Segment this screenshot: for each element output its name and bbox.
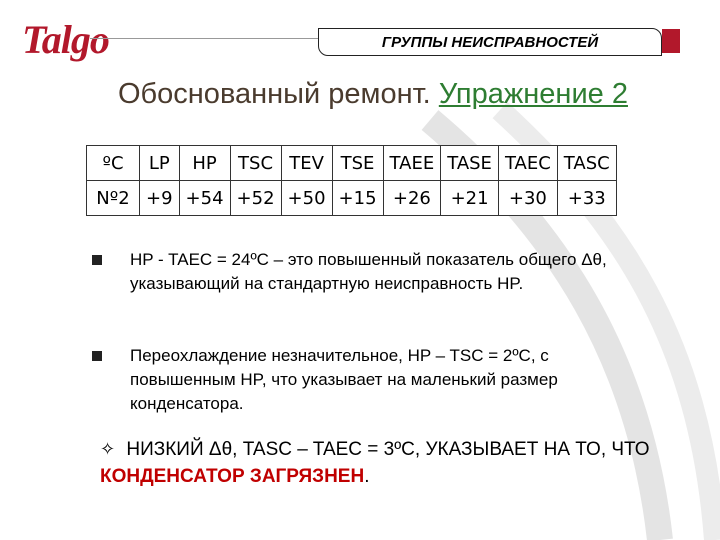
table-cell: +52 — [230, 181, 281, 216]
header-rule — [90, 38, 318, 39]
slide-title — [118, 78, 628, 111]
table-cell: +21 — [441, 181, 499, 216]
star-bullet-icon: ✧ — [100, 439, 116, 459]
table-cell: +54 — [179, 181, 230, 216]
conclusion-item — [100, 436, 660, 490]
table-cell: TAEC — [498, 146, 557, 181]
table-cell: TEV — [281, 146, 332, 181]
header-accent — [662, 29, 680, 53]
table-cell: +33 — [557, 181, 616, 216]
bullet-text: HP - TAEC = 24ºC – это повышенный показатель общего Δθ, указывающий на стандартную неисправность HP. — [130, 250, 607, 293]
bullet-text: Переохлаждение незначительное, HP – TSC = 2ºC, с повышенным HP, что указывает на маленький размер конденсатора. — [130, 346, 558, 413]
table-cell: LP — [140, 146, 180, 181]
table-cell: TASE — [441, 146, 499, 181]
square-bullet-icon — [92, 351, 102, 361]
talgo-logo: Talgo — [22, 17, 109, 62]
table-cell: +9 — [140, 181, 180, 216]
bullet-item — [92, 344, 558, 413]
table-cell: TASC — [557, 146, 616, 181]
header-banner: ГРУППЫ НЕИСПРАВНОСТЕЙ — [318, 28, 662, 56]
table-cell: ºC — [87, 146, 140, 181]
table-cell: TAEE — [383, 146, 441, 181]
table-cell: Nº2 — [87, 181, 140, 216]
conclusion-end: . — [364, 466, 370, 487]
conclusion-text: НИЗКИЙ Δθ, TASC – TAEC = 3ºC, УКАЗЫВАЕТ НА ТО, ЧТО — [126, 439, 650, 460]
table-cell: +26 — [383, 181, 441, 216]
title-main: Обоснованный ремонт. — [118, 78, 431, 110]
title-subtitle: Упражнение 2 — [438, 78, 628, 110]
table-cell: TSE — [332, 146, 383, 181]
table-cell: +15 — [332, 181, 383, 216]
table-cell: HP — [179, 146, 230, 181]
table-cell: TSC — [230, 146, 281, 181]
table-cell: +30 — [498, 181, 557, 216]
temperature-table — [86, 145, 617, 216]
table-header-row — [87, 146, 617, 181]
table-cell: +50 — [281, 181, 332, 216]
conclusion-emphasis: КОНДЕНСАТОР ЗАГРЯЗНЕН — [100, 466, 365, 487]
square-bullet-icon — [92, 255, 102, 265]
table-row — [87, 181, 617, 216]
bullet-item — [92, 248, 607, 293]
